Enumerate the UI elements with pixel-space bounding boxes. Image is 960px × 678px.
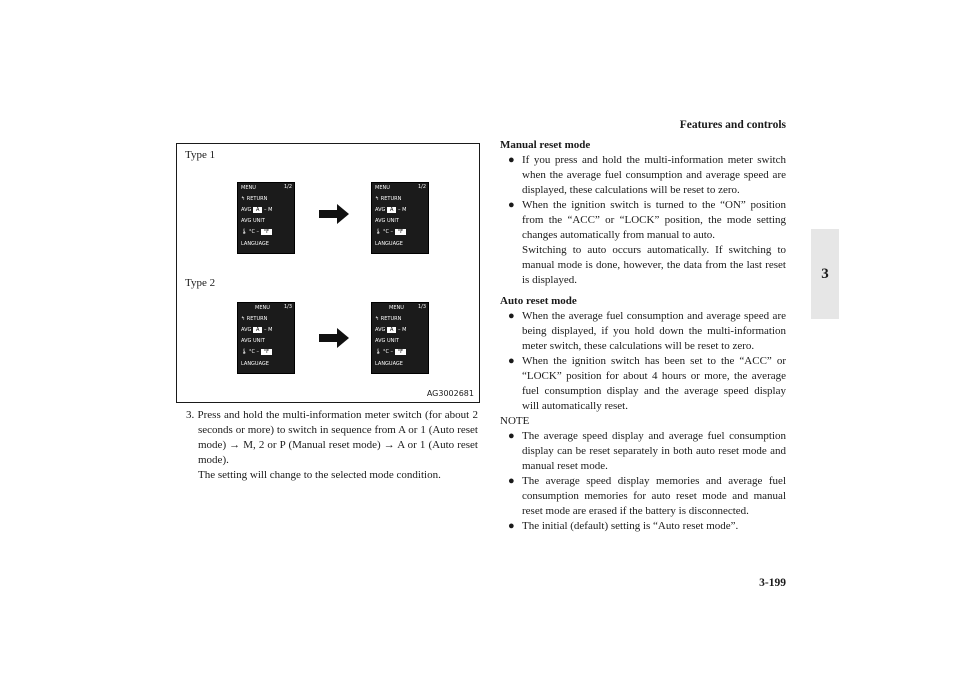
figure-id: AG3002681 — [426, 389, 474, 398]
unit-row: AVG UNIT — [241, 218, 265, 224]
type2-display-before — [237, 302, 295, 374]
step-3-continued: The setting will change to the selected mode condition. — [198, 469, 441, 481]
right-column — [500, 138, 786, 534]
type2-label: Type 2 — [185, 277, 216, 289]
temp-row: 🌡 °C – °F — [375, 348, 426, 357]
bullet-icon: ● — [508, 475, 515, 487]
bullet-icon: ● — [508, 355, 515, 367]
return-row: ↰ RETURN — [241, 316, 268, 322]
page-indicator: 1/2 — [417, 184, 426, 190]
language-row: LANGUAGE — [241, 361, 269, 367]
page-indicator: 1/3 — [283, 304, 292, 310]
page-number: 3-199 — [759, 577, 786, 589]
bullet-icon: ● — [508, 520, 515, 532]
note-bullet-1: ● The average speed display and average fuel consumption display can be reset separately in both auto reset mode and manual reset mode. — [508, 430, 786, 472]
unit-row: AVG UNIT — [375, 338, 399, 344]
language-row: LANGUAGE — [375, 241, 403, 247]
bullet-icon: ● — [508, 199, 515, 211]
left-column — [186, 408, 478, 483]
return-row: ↰ RETURN — [375, 316, 402, 322]
running-header: Features and controls — [679, 119, 786, 131]
unit-row: AVG UNIT — [375, 218, 399, 224]
temp-row: 🌡 °C – °F — [375, 228, 426, 237]
avg-row: AVG A – M — [375, 207, 407, 213]
manual-bullet-2: ● When the ignition switch is turned to the “ON” position from the “ACC” or “LOCK” position, the mode setting changes automatically from manual to auto. — [508, 199, 786, 241]
manual-bullet-2-continued: Switching to auto occurs automatically. If switching to manual mode is done, however, the data from the last reset is displayed. — [522, 244, 786, 286]
language-row: LANGUAGE — [375, 361, 403, 367]
step-3: 3. Press and hold the multi-information meter switch (for about 2 seconds or more) to switch in sequence from A or 1 (Auto reset mode) → M, 2 or P (Manual reset mode) → A or 1 (Auto reset mode). — [186, 409, 478, 466]
figure-box — [176, 143, 480, 403]
type1-display-after — [371, 182, 429, 254]
menu-row: MENU — [375, 185, 390, 191]
bullet-icon: ● — [508, 310, 515, 322]
avg-row: AVG A – M — [241, 207, 273, 213]
bullet-icon: ● — [508, 154, 515, 166]
manual-bullet-1: ● If you press and hold the multi-information meter switch when the average fuel consumption and average speed are displayed, these calculations will be reset to zero. — [508, 154, 786, 196]
unit-row: AVG UNIT — [241, 338, 265, 344]
page-indicator: 1/2 — [283, 184, 292, 190]
bullet-icon: ● — [508, 430, 515, 442]
type2-display-after — [371, 302, 429, 374]
avg-row: AVG A – M — [241, 327, 273, 333]
auto-bullet-1: ● When the average fuel consumption and average speed are being displayed, if you hold down the multi-information meter switch, these calculations will be reset to zero. — [508, 310, 786, 352]
menu-row: MENU — [389, 305, 404, 311]
page-indicator: 1/3 — [417, 304, 426, 310]
arrow-right-icon — [319, 202, 349, 226]
type1-label: Type 1 — [185, 149, 216, 161]
arrow-right-icon — [319, 326, 349, 350]
section-tab: 3 — [811, 229, 839, 319]
auto-bullet-2: ● When the ignition switch has been set to the “ACC” or “LOCK” position for about 4 hours or more, the average fuel consumption display and the average speed display will automatically reset. — [508, 355, 786, 412]
temp-row: 🌡 °C – °F — [241, 348, 292, 357]
type1-display-before — [237, 182, 295, 254]
return-row: ↰ RETURN — [241, 196, 268, 202]
manual-reset-heading: Manual reset mode — [500, 139, 591, 151]
note-bullet-3: ● The initial (default) setting is “Auto reset mode”. — [508, 520, 739, 532]
language-row: LANGUAGE — [241, 241, 269, 247]
avg-row: AVG A – M — [375, 327, 407, 333]
temp-row: 🌡 °C – °F — [241, 228, 292, 237]
menu-row: MENU — [255, 305, 270, 311]
auto-reset-heading: Auto reset mode — [500, 295, 577, 307]
note-heading: NOTE — [500, 415, 530, 427]
note-bullet-2: ● The average speed display memories and average fuel consumption memories for auto reset mode and manual reset mode are erased if the battery is disconnected. — [508, 475, 786, 517]
return-row: ↰ RETURN — [375, 196, 402, 202]
menu-row: MENU — [241, 185, 256, 191]
